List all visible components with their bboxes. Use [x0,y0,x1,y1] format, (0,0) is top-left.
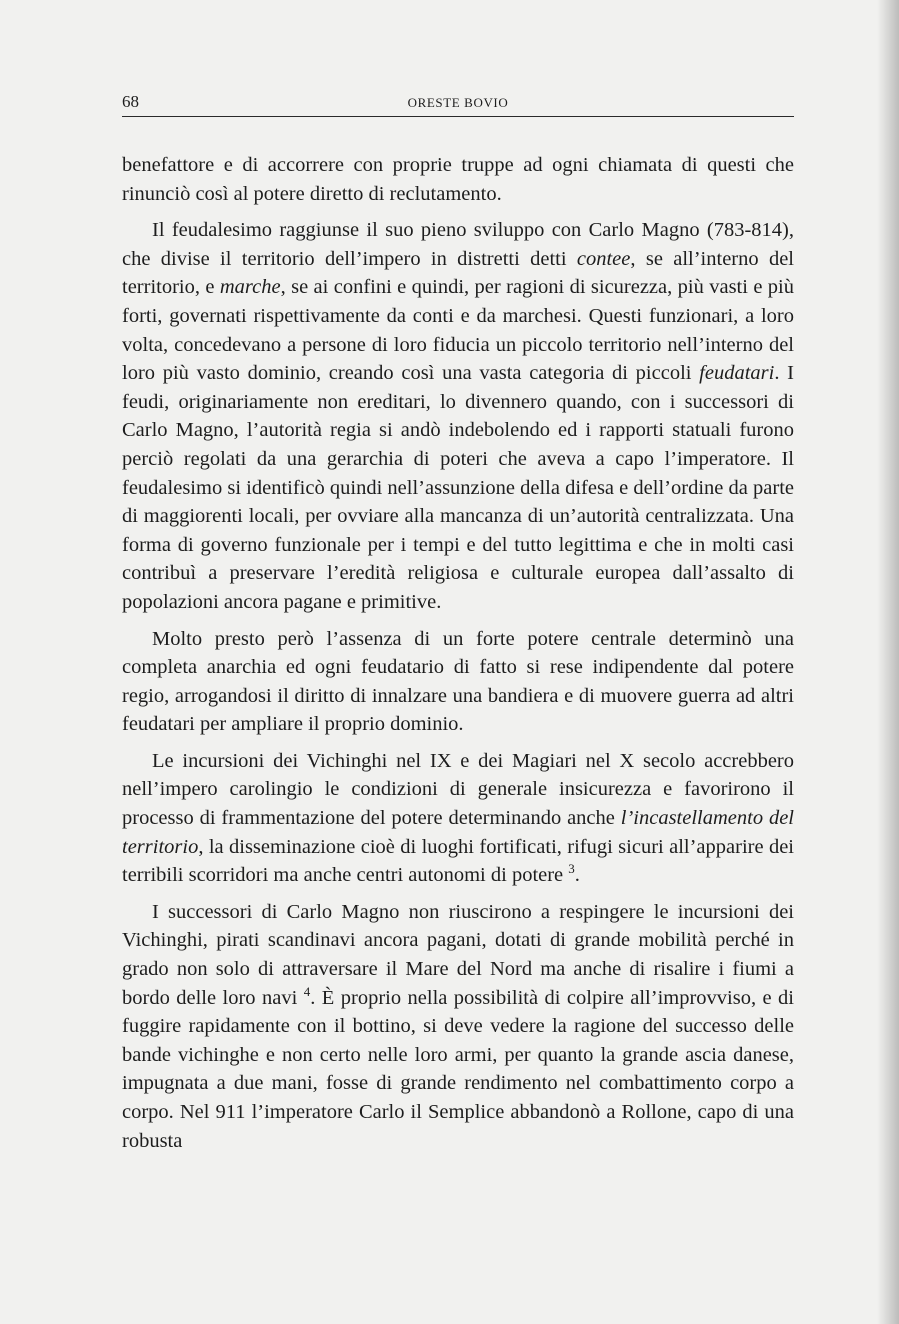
text-segment: . È proprio nella possibilità di colpire all’improvviso, e di fuggire rapidamente con il bottino, si deve vedere la ragione del successo delle bande vichinghe e non certo nelle loro armi, per quanto la grande ascia danese, impugnata a due mani, fosse di grande rendimento nel combattimento corpo a corpo. Nel 911 l’imperatore Carlo il Semplice abbandonò a Rollone, capo di una robusta [122,986,795,1152]
text-segment: I successori di Carlo Magno non riuscirono a respingere le incursioni dei Vichinghi, pirati scandinavi ancora pagani, dotati di grande mobilità perché in grado non solo di attraversare il Mare del Nord ma anche di risalire i fiumi a bordo delle loro navi [122,900,794,1009]
paragraph [122,216,794,616]
footnote-marker: 3 [568,861,575,877]
page-gutter-shadow [877,0,899,1324]
italic-term: feudatari [699,362,775,385]
text-segment: Molto presto però l’assenza di un forte potere centrale determinò una completa anarchia ed ogni feudatario di fatto si rese indipendente dal potere regio, arrogandosi il diritto di innalzare una bandiera e di muovere guerra ad altri feudatari per ampliare il proprio dominio. [122,627,794,736]
running-head: ORESTE BOVIO [407,95,509,110]
text-segment: benefattore e di accorrere con proprie truppe ad ogni chiamata di questi che rinunciò così al potere diretto di reclutamento. [122,154,794,205]
text-segment: , la disseminazione cioè di luoghi fortificati, rifugi sicuri all’apparire dei terribili scorridori ma anche centri autonomi di potere [122,835,794,887]
text-segment: Le incursioni dei Vichinghi nel IX e dei Magiari nel X secolo accrebbero nell’impero carolingio le condizioni di generale insicurezza e favorirono il processo di frammentazione del potere determinando anche [122,749,794,830]
body-text [122,151,794,1155]
paragraph [122,747,794,890]
paragraph [122,898,794,1155]
italic-term: l’incastellamento del territorio [122,807,794,858]
text-segment: , se ai confini e quindi, per ragioni di sicurezza, più vasti e più forti, governati rispettivamente da conti e da marchesi. Questi funzionari, a loro volta, concedevano a persone di loro fiducia un piccolo territorio nell’interno del loro più vasto dominio, creando così una vasta categoria di piccoli [122,276,794,385]
italic-term: contee [576,247,631,270]
text-segment: . I feudi, originariamente non ereditari, lo divennero quando, con i successori di Carlo Magno, l’autorità regia si andò indebolendo ed i rapporti statuali furono perciò regolati da una gerarchia di poteri che aveva a capo l’imperatore. Il feudalesimo si identificò quindi nell’assunzione della difesa e dell’ordine da parte di maggiorenti locali, per ovviare alla mancanza di un’autorità centralizzata. Una forma di governo funzionale per i tempi e del tutto legittima e che in molti casi contribuì a preservare l’eredità religiosa e culturale europea dall’assalto di popolazioni ancora pagane e primitive. [122,362,794,613]
paragraph [122,625,794,739]
footnote-marker: 4 [303,983,311,999]
text-segment: , se all’interno del territorio, e [122,247,794,299]
page-number: 68 [122,92,139,111]
paragraph [122,151,794,208]
page-header [122,92,794,117]
italic-term: marche [219,276,281,299]
text-segment: Il feudalesimo raggiunse il suo pieno sviluppo con Carlo Magno (783-814), che divise il territorio dell’impero in distretti detti [122,219,794,270]
text-segment: . [574,864,580,887]
